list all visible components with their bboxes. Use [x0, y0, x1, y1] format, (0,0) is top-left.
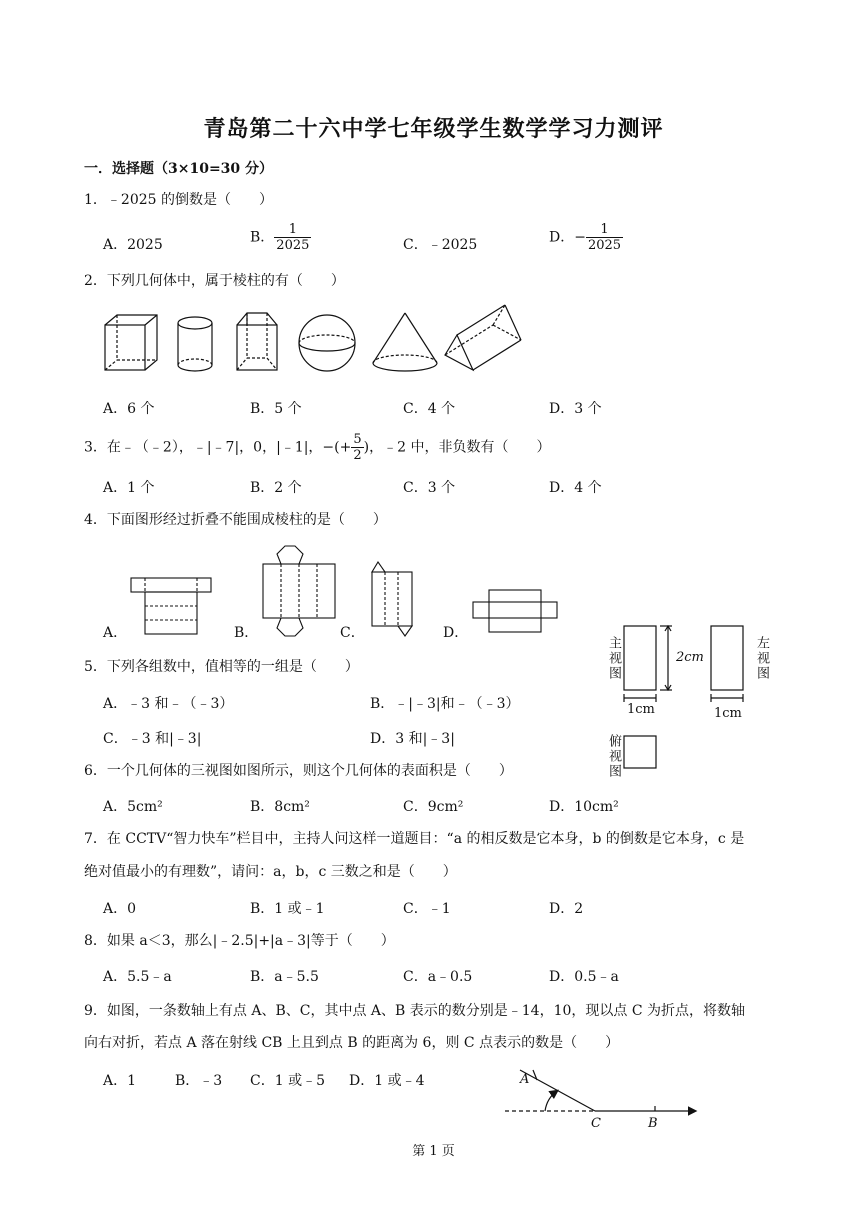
fraction: [586, 222, 623, 253]
question-5: [84, 657, 359, 677]
top-view-rect: [624, 736, 656, 768]
math-prefix: −(+: [322, 439, 352, 456]
question-number: 6．: [84, 763, 107, 779]
question-text: 下列几何体中，属于棱柱的有（ ）: [106, 273, 345, 289]
question-4: [84, 510, 387, 530]
three-views-figure: [600, 620, 770, 780]
point-b-label: B: [648, 1116, 658, 1131]
net-c-shape: [372, 562, 412, 636]
q1-option-a: A．2025: [103, 237, 163, 253]
denominator: 2025: [276, 238, 310, 253]
height-dimension-label: 2cm: [676, 650, 704, 665]
net-d-shape: [473, 590, 557, 632]
q9-option-a: A．1: [103, 1073, 137, 1089]
q9-option-d: D．1 或﹣4: [349, 1073, 425, 1089]
front-view-label: 主视图: [606, 636, 621, 681]
triangular-prism-shape: [445, 305, 521, 370]
question-7-line-1: [84, 829, 744, 849]
pentagonal-prism-shape: [237, 313, 277, 370]
cylinder-shape: [178, 317, 212, 371]
q5-option-a: A．﹣3 和﹣（﹣3）: [103, 696, 234, 712]
question-number: 4．: [84, 512, 107, 528]
question-text: 如果 a＜3，那么|﹣2.5|+|a﹣3|等于（ ）: [106, 933, 395, 949]
question-2: [84, 271, 345, 291]
top-view-label: 俯视图: [606, 734, 621, 779]
q3-option-c: C．3 个: [403, 480, 456, 496]
net-b-shape: [263, 546, 335, 636]
q9-option-b: B．﹣3: [175, 1073, 223, 1089]
q2-option-c: C．4 个: [403, 401, 456, 417]
width-dimension-label-2: 1cm: [714, 706, 742, 721]
cube-shape: [105, 315, 157, 370]
q2-option-a: A．6 个: [103, 401, 155, 417]
q6-option-a: A．5cm²: [103, 799, 163, 815]
question-text: 下面图形经过折叠不能围成棱柱的是（ ）: [106, 512, 387, 528]
question-text: 如图，一条数轴上有点 A、B、C，其中点 A、B 表示的数分别是﹣14，10，现以点 C 为折点，将数轴: [106, 1003, 746, 1019]
q8-option-c: C．a﹣0.5: [403, 969, 473, 985]
fraction: [274, 222, 311, 253]
question-number: 1．: [84, 192, 107, 208]
option-prefix: D．−: [549, 229, 586, 246]
q2-option-b: B．5 个: [250, 401, 302, 417]
question-text: ﹣2025 的倒数是（ ）: [106, 192, 274, 208]
q1-option-d: [549, 222, 623, 253]
front-view-rect: [624, 626, 656, 690]
q5-option-c: C．﹣3 和|﹣3|: [103, 731, 202, 747]
q3-option-b: B．2 个: [250, 480, 302, 496]
q4-option-d: D．: [443, 625, 469, 641]
sphere-shape: [299, 315, 355, 371]
option-prefix: B．: [250, 229, 275, 246]
solids-figure: [95, 305, 535, 385]
numerator: 1: [274, 222, 311, 238]
question-number: 2．: [84, 273, 107, 289]
q6-option-d: D．10cm²: [549, 799, 619, 815]
q7-option-d: D．2: [549, 901, 584, 917]
folded-segment: [520, 1070, 595, 1111]
q4-option-a: A．: [103, 625, 128, 641]
question-number: 9．: [84, 1003, 107, 1019]
numerator: 1: [586, 222, 623, 238]
q3-option-a: A．1 个: [103, 480, 155, 496]
q5-option-b: B．﹣|﹣3|和﹣（﹣3）: [370, 696, 520, 712]
question-number: 3．: [84, 439, 107, 456]
numerator: 5: [353, 432, 362, 447]
q4-option-c: C．: [340, 625, 365, 641]
question-number: 5．: [84, 659, 107, 675]
question-8: [84, 931, 395, 951]
q7-option-b: B．1 或﹣1: [250, 901, 325, 917]
section-header: 一．选择题（3×10=30 分）: [84, 161, 274, 177]
question-text-after: ，﹣2 中，非负数有（ ）: [369, 439, 551, 456]
q5-option-d: D．3 和|﹣3|: [370, 731, 455, 747]
left-view-label: 左视图: [754, 636, 769, 681]
question-number: 7．: [84, 831, 107, 847]
question-3: [84, 432, 550, 463]
question-6: [84, 761, 513, 781]
question-9-line-2: 向右对折，若点 A 落在射线 CB 上且到点 B 的距离为 6，则 C 点表示的数是（ ）: [84, 1035, 620, 1051]
q6-option-c: C．9cm²: [403, 799, 464, 815]
question-text: 一个几何体的三视图如图所示，则这个几何体的表面积是（ ）: [106, 763, 513, 779]
q7-option-c: C．﹣1: [403, 901, 451, 917]
q1-option-b: [250, 222, 311, 253]
cone-shape: [373, 313, 437, 371]
point-a-label: A: [520, 1072, 530, 1087]
question-number: 8．: [84, 933, 107, 949]
denominator: 2025: [587, 238, 622, 253]
q4-option-b: B．: [234, 625, 259, 641]
q1-option-c: C．﹣2025: [403, 237, 478, 253]
q8-option-a: A．5.5﹣a: [103, 969, 172, 985]
fraction: [351, 432, 363, 463]
q8-option-b: B．a﹣5.5: [250, 969, 319, 985]
net-a-shape: [131, 578, 211, 634]
question-text: 在 CCTV“智力快车”栏目中，主持人问这样一道题目：“a 的相反数是它本身，b 的倒数是它本身，c 是: [106, 831, 745, 847]
q8-option-d: D．0.5﹣a: [549, 969, 619, 985]
question-text: 下列各组数中，值相等的一组是（ ）: [106, 659, 359, 675]
point-c-label: C: [591, 1116, 601, 1131]
question-1: [84, 190, 273, 210]
question-text: 在﹣（﹣2），﹣|﹣7|，0，|﹣1|，: [106, 439, 323, 456]
q7-option-a: A．0: [103, 901, 137, 917]
width-dimension-label-1: 1cm: [627, 702, 655, 717]
question-9-line-1: [84, 1001, 745, 1021]
q2-option-d: D．3 个: [549, 401, 602, 417]
question-7-line-2: 绝对值最小的有理数”，请问：a，b，c 三数之和是（ ）: [84, 864, 457, 880]
fold-arrow: [545, 1091, 557, 1111]
q6-option-b: B．8cm²: [250, 799, 310, 815]
math-suffix: ): [363, 439, 370, 456]
page-footer: 第 1 页: [412, 1144, 455, 1159]
q9-option-c: C．1 或﹣5: [250, 1073, 325, 1089]
denominator: 2: [353, 448, 362, 463]
left-view-rect: [711, 626, 743, 690]
q3-option-d: D．4 个: [549, 480, 602, 496]
page-title: 青岛第二十六中学七年级学生数学学习力测评: [203, 116, 664, 142]
nets-figure: [0, 540, 600, 640]
